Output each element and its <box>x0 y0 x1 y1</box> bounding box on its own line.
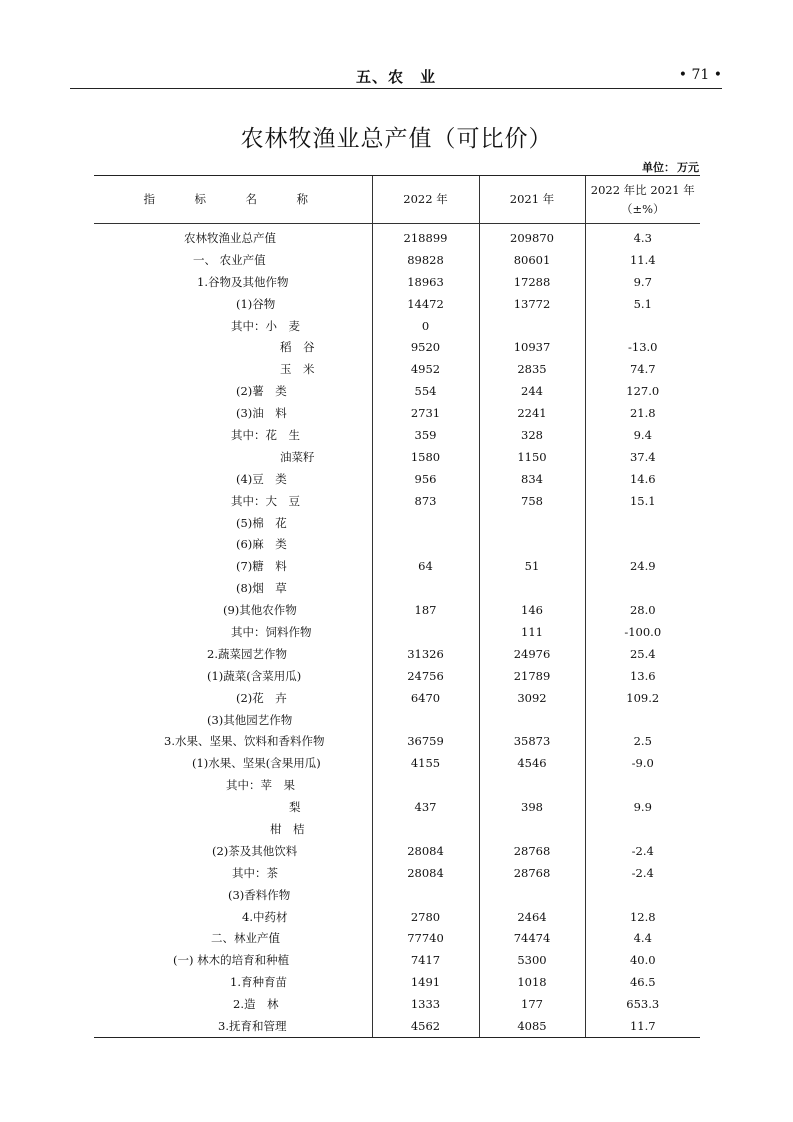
change-cell: 74.7 <box>585 358 700 380</box>
change-cell: 12.8 <box>585 906 700 928</box>
change-cell: 9.7 <box>585 271 700 293</box>
value-2022-cell: 0 <box>372 315 479 337</box>
value-2022-cell: 4155 <box>372 752 479 774</box>
table-row <box>94 884 700 906</box>
table-row <box>94 249 700 271</box>
change-cell: 15.1 <box>585 490 700 512</box>
indicator-cell: 2.蔬菜园艺作物 <box>207 646 287 661</box>
change-cell: -2.4 <box>585 840 700 862</box>
indicator-cell: (3)其他园艺作物 <box>207 712 293 727</box>
indicator-cell: 梨 <box>289 800 301 815</box>
column-header-change <box>585 176 700 224</box>
value-2022-cell: 956 <box>372 468 479 490</box>
chapter-title: 五、农 业 <box>355 68 436 86</box>
table-row <box>94 730 700 752</box>
table-row <box>94 293 700 315</box>
value-2021-cell: 3092 <box>479 687 585 709</box>
value-2021-cell <box>479 315 585 337</box>
change-cell <box>585 884 700 906</box>
value-2021-cell <box>479 577 585 599</box>
indicator-cell: (一) 林木的培育和种植 <box>173 953 290 968</box>
value-2021-cell: 111 <box>479 621 585 643</box>
value-2022-cell: 1333 <box>372 993 479 1015</box>
change-cell: 25.4 <box>585 643 700 665</box>
value-2021-cell: 1018 <box>479 971 585 993</box>
value-2021-cell: 35873 <box>479 730 585 752</box>
change-cell: 40.0 <box>585 949 700 971</box>
value-2022-cell: 437 <box>372 796 479 818</box>
indicator-cell: 2.造 林 <box>233 997 279 1012</box>
value-2021-cell: 10937 <box>479 336 585 358</box>
value-2022-cell: 218899 <box>372 224 479 249</box>
table-row <box>94 380 700 402</box>
table-header-row <box>94 176 700 224</box>
value-2021-cell: 398 <box>479 796 585 818</box>
indicator-cell: 其中：饲料作物 <box>231 624 312 639</box>
indicator-cell: (3)香料作物 <box>228 887 291 902</box>
value-2022-cell: 187 <box>372 599 479 621</box>
table-row <box>94 599 700 621</box>
indicator-cell: (2)茶及其他饮料 <box>212 843 298 858</box>
value-2022-cell <box>372 577 479 599</box>
value-2022-cell: 4952 <box>372 358 479 380</box>
value-2022-cell: 9520 <box>372 336 479 358</box>
value-2022-cell: 89828 <box>372 249 479 271</box>
table-row <box>94 949 700 971</box>
output-value-table <box>94 175 700 1038</box>
value-2022-cell <box>372 818 479 840</box>
table-row <box>94 358 700 380</box>
value-2021-cell: 21789 <box>479 665 585 687</box>
indicator-cell: (2)薯 类 <box>236 384 287 399</box>
value-2022-cell: 18963 <box>372 271 479 293</box>
indicator-cell: (8)烟 草 <box>236 581 287 596</box>
value-2021-cell: 24976 <box>479 643 585 665</box>
change-cell: -13.0 <box>585 336 700 358</box>
indicator-cell: 油菜籽 <box>280 449 315 464</box>
value-2021-cell <box>479 709 585 731</box>
change-cell: 11.4 <box>585 249 700 271</box>
value-2021-cell: 13772 <box>479 293 585 315</box>
table-row <box>94 971 700 993</box>
value-2021-cell: 2241 <box>479 402 585 424</box>
change-cell: 24.9 <box>585 555 700 577</box>
change-cell <box>585 709 700 731</box>
change-cell: 37.4 <box>585 446 700 468</box>
value-2022-cell: 4562 <box>372 1015 479 1037</box>
value-2022-cell <box>372 884 479 906</box>
value-2022-cell: 28084 <box>372 862 479 884</box>
value-2022-cell: 64 <box>372 555 479 577</box>
value-2021-cell: 28768 <box>479 840 585 862</box>
change-cell: 14.6 <box>585 468 700 490</box>
value-2021-cell: 80601 <box>479 249 585 271</box>
value-2022-cell: 6470 <box>372 687 479 709</box>
value-2021-cell <box>479 533 585 555</box>
change-cell: 46.5 <box>585 971 700 993</box>
indicator-cell: (1)蔬菜(含菜用瓜) <box>207 668 302 683</box>
value-2021-cell: 758 <box>479 490 585 512</box>
indicator-cell: 4.中药材 <box>242 909 288 924</box>
change-cell: 9.4 <box>585 424 700 446</box>
table-row <box>94 928 700 950</box>
value-2021-cell: 28768 <box>479 862 585 884</box>
value-2021-cell <box>479 512 585 534</box>
indicator-cell: 1.育种育苗 <box>230 975 287 990</box>
value-2022-cell: 7417 <box>372 949 479 971</box>
table-row <box>94 906 700 928</box>
value-2022-cell: 36759 <box>372 730 479 752</box>
change-cell <box>585 774 700 796</box>
value-2021-cell: 146 <box>479 599 585 621</box>
value-2021-cell: 51 <box>479 555 585 577</box>
table-row <box>94 468 700 490</box>
value-2021-cell: 74474 <box>479 928 585 950</box>
change-cell <box>585 577 700 599</box>
change-cell <box>585 818 700 840</box>
unit-label: 单位： <box>642 161 675 174</box>
indicator-cell: 其中：大 豆 <box>231 493 300 508</box>
indicator-cell: (6)麻 类 <box>236 537 287 552</box>
indicator-cell: (1)水果、坚果(含果用瓜) <box>192 756 321 771</box>
column-header-indicator: 指 标 名 称 <box>94 176 372 224</box>
change-cell <box>585 512 700 534</box>
table-row <box>94 555 700 577</box>
value-2022-cell <box>372 621 479 643</box>
value-2022-cell: 1491 <box>372 971 479 993</box>
table-row <box>94 862 700 884</box>
change-cell: 9.9 <box>585 796 700 818</box>
change-cell: 4.3 <box>585 224 700 249</box>
table-row <box>94 512 700 534</box>
change-cell: 28.0 <box>585 599 700 621</box>
change-cell: -2.4 <box>585 862 700 884</box>
indicator-cell: 3.水果、坚果、饮料和香料作物 <box>164 734 325 749</box>
table-row <box>94 424 700 446</box>
indicator-cell: (2)花 卉 <box>236 690 287 705</box>
indicator-cell: (5)棉 花 <box>236 515 287 530</box>
change-cell: 653.3 <box>585 993 700 1015</box>
value-2022-cell: 2780 <box>372 906 479 928</box>
value-2022-cell <box>372 709 479 731</box>
unit-value: 万元 <box>677 161 699 174</box>
change-cell: 4.4 <box>585 928 700 950</box>
value-2021-cell <box>479 818 585 840</box>
table-row <box>94 446 700 468</box>
table-row <box>94 490 700 512</box>
change-cell <box>585 315 700 337</box>
table-row <box>94 621 700 643</box>
indicator-cell: (3)油 料 <box>236 406 287 421</box>
change-cell: 11.7 <box>585 1015 700 1037</box>
change-cell: 13.6 <box>585 665 700 687</box>
change-cell: 2.5 <box>585 730 700 752</box>
table-row <box>94 1015 700 1037</box>
table-row <box>94 402 700 424</box>
value-2021-cell <box>479 884 585 906</box>
page-header <box>70 66 722 88</box>
change-cell: 127.0 <box>585 380 700 402</box>
column-header-2022: 2022 年 <box>372 176 479 224</box>
indicator-cell: 二、林业产值 <box>211 931 280 946</box>
table-row <box>94 665 700 687</box>
value-2022-cell: 24756 <box>372 665 479 687</box>
value-2022-cell: 14472 <box>372 293 479 315</box>
table-row <box>94 577 700 599</box>
table-row <box>94 687 700 709</box>
value-2021-cell: 2464 <box>479 906 585 928</box>
table-row <box>94 993 700 1015</box>
value-2021-cell: 17288 <box>479 271 585 293</box>
value-2021-cell: 5300 <box>479 949 585 971</box>
value-2021-cell: 244 <box>479 380 585 402</box>
value-2022-cell: 77740 <box>372 928 479 950</box>
table-row <box>94 796 700 818</box>
table-row <box>94 818 700 840</box>
value-2021-cell: 177 <box>479 993 585 1015</box>
value-2022-cell: 359 <box>372 424 479 446</box>
value-2021-cell <box>479 774 585 796</box>
value-2021-cell: 4085 <box>479 1015 585 1037</box>
unit-note <box>640 159 699 175</box>
table-row <box>94 709 700 731</box>
table-row <box>94 752 700 774</box>
table-row <box>94 224 700 249</box>
value-2022-cell: 1580 <box>372 446 479 468</box>
change-header-line1: 2022 年比 2021 年 <box>590 182 695 197</box>
change-cell: 21.8 <box>585 402 700 424</box>
change-cell: -100.0 <box>585 621 700 643</box>
value-2022-cell: 28084 <box>372 840 479 862</box>
indicator-cell: (7)糖 料 <box>236 559 287 574</box>
indicator-cell: 1.谷物及其他作物 <box>197 274 289 289</box>
table-row <box>94 643 700 665</box>
value-2021-cell: 209870 <box>479 224 585 249</box>
table-row <box>94 533 700 555</box>
change-cell: 5.1 <box>585 293 700 315</box>
value-2022-cell: 31326 <box>372 643 479 665</box>
table-row <box>94 315 700 337</box>
header-rule <box>70 88 722 89</box>
column-header-2021: 2021 年 <box>479 176 585 224</box>
value-2021-cell: 4546 <box>479 752 585 774</box>
value-2022-cell <box>372 774 479 796</box>
table-title: 农林牧渔业总产值（可比价） <box>240 126 553 152</box>
indicator-cell: (4)豆 类 <box>236 471 287 486</box>
value-2021-cell: 1150 <box>479 446 585 468</box>
value-2021-cell: 834 <box>479 468 585 490</box>
change-cell: -9.0 <box>585 752 700 774</box>
value-2021-cell: 2835 <box>479 358 585 380</box>
indicator-cell: 其中：苹 果 <box>226 778 295 793</box>
value-2022-cell: 873 <box>372 490 479 512</box>
value-2021-cell: 328 <box>479 424 585 446</box>
indicator-cell: 一、 农业产值 <box>193 252 266 267</box>
table-row <box>94 271 700 293</box>
indicator-cell: 农林牧渔业总产值 <box>184 230 276 245</box>
change-cell <box>585 533 700 555</box>
value-2022-cell <box>372 533 479 555</box>
indicator-cell: 其中：茶 <box>232 865 278 880</box>
change-header-line2: （±%） <box>620 201 665 216</box>
value-2022-cell: 554 <box>372 380 479 402</box>
table-row <box>94 774 700 796</box>
indicator-cell: 柑 桔 <box>270 821 305 836</box>
indicator-cell: (9)其他农作物 <box>223 603 297 618</box>
table-row <box>94 336 700 358</box>
indicator-cell: 3.抚育和管理 <box>94 1015 372 1037</box>
change-cell: 109.2 <box>585 687 700 709</box>
page-number: • 71 • <box>678 67 722 83</box>
table-row <box>94 840 700 862</box>
value-2022-cell <box>372 512 479 534</box>
indicator-cell: (1)谷物 <box>236 296 276 311</box>
value-2022-cell: 2731 <box>372 402 479 424</box>
indicator-cell: 玉 米 <box>280 362 315 377</box>
indicator-cell: 稻 谷 <box>280 340 315 355</box>
indicator-cell: 其中：小 麦 <box>231 318 300 333</box>
indicator-cell: 其中：花 生 <box>231 427 300 442</box>
